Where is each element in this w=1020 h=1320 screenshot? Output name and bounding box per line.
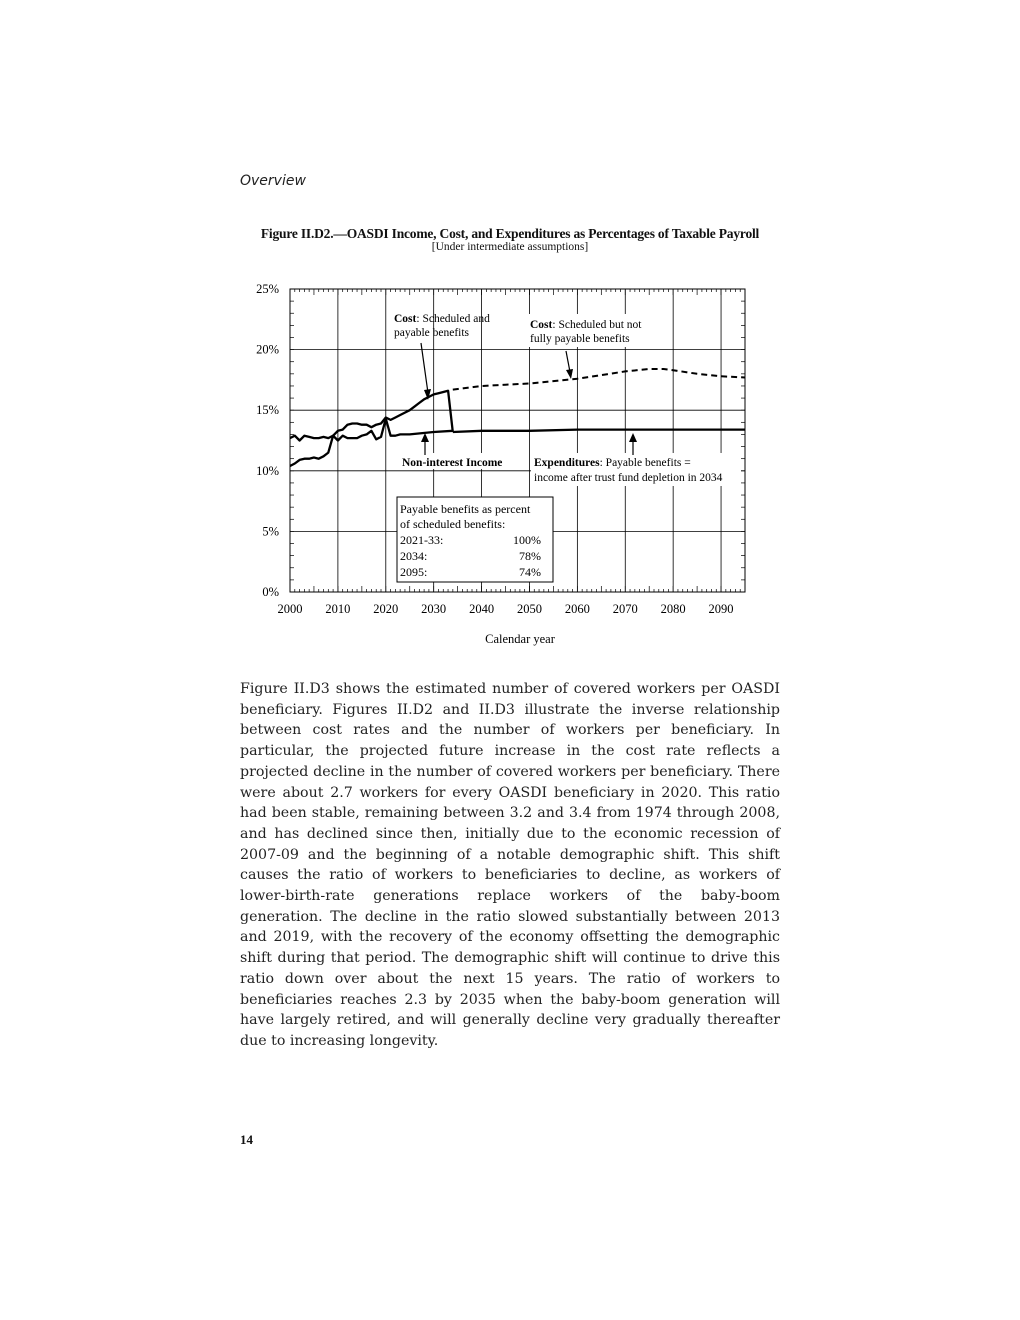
annotation-cost-payable-arrow [421,343,431,400]
annotation-cost-payable [394,313,490,339]
x-tick-label: 2030 [421,602,447,616]
page-number: 14 [240,1132,253,1147]
x-tick-label: 2080 [660,602,686,616]
annotation-cost-unfunded-arrow [566,351,573,379]
y-tick-label: 20% [256,342,279,357]
x-tick-label: 2050 [516,602,542,616]
series-line-3 [453,430,745,432]
svg-text:2095:: 2095: [400,565,428,579]
x-tick-label: 2020 [373,602,399,616]
chart-series [290,369,745,466]
x-axis-label: Calendar year [485,632,555,646]
y-tick-label: 0% [262,585,279,599]
x-tick-label: 2040 [469,602,495,616]
annotation-income [398,453,514,469]
x-tick-label: 2000 [277,602,303,616]
svg-text:2034:: 2034: [400,549,428,563]
svg-text:income after trust fund deplet: income after trust fund depletion in 2034 [534,472,723,484]
x-tick-label: 2070 [612,602,638,616]
svg-text:78%: 78% [519,549,541,563]
y-tick-label: 25% [256,282,279,296]
y-tick-label: 10% [256,463,279,478]
svg-text:payable benefits: payable benefits [394,327,470,339]
annotation-cost-unfunded [528,314,662,347]
x-tick-label: 2010 [325,602,351,616]
annotation-income-arrow [421,433,429,455]
y-tick-label: 5% [262,524,279,539]
series-line-1 [453,369,745,390]
svg-text:Non-interest Income: Non-interest Income [402,457,503,469]
annotation-expenditures-arrow [629,433,637,455]
svg-text:100%: 100% [513,533,541,547]
y-tick-label: 15% [256,403,279,418]
svg-text:74%: 74% [519,565,541,579]
svg-text:of scheduled benefits:: of scheduled benefits: [400,517,506,531]
running-header: Overview [240,173,306,189]
series-line-2 [290,419,453,441]
x-tick-label: 2090 [708,602,734,616]
svg-text:fully payable benefits: fully payable benefits [530,333,630,345]
svg-text:2021-33:: 2021-33: [400,533,444,547]
payable-benefits-inset [397,497,553,582]
x-tick-label: 2060 [564,602,590,616]
figure-subtitle: [Under intermediate assumptions] [431,241,589,253]
figure-title: Figure II.D2.—OASDI Income, Cost, and Expenditures as Percentages of Taxable Payroll [260,226,760,241]
annotation-expenditures [531,453,741,486]
svg-text:Cost: Scheduled but not: Cost: Scheduled but not [530,319,642,331]
svg-text:Expenditures: Payable benefits: Expenditures: Payable benefits = [534,457,691,469]
svg-text:Cost: Scheduled and: Cost: Scheduled and [394,313,490,325]
svg-text:Payable benefits as percent: Payable benefits as percent [400,502,531,516]
body-paragraph: Figure II.D3 shows the estimated number of covered workers per OASDI beneficiary. Figures II.D2 and II.D3 illustrate the inverse relationship between cost rates and the number of workers per beneficiary. In particular, the projected future increase in the cost rate reflects a projected decline in the number of covered workers per beneficiary. There were about 2.7 workers for every OASDI beneficiary in 2020. This ratio had been stable, remaining between 3.2 and 3.4 from 1974 through 2008, and has declined since then, initially due to the economic recession of 2007-09 and the beginning of a notable demographic shift. This shift causes the ratio of workers to beneficiaries to decline, as workers of lower-birth-rate generations replace workers of the baby-boom generation. The decline in the ratio slowed substantially between 2013 and 2019, with the recovery of the economy offsetting the demographic shift during that period. The demographic shift will continue to drive this ratio down over about the next 15 years. The ratio of workers to beneficiaries reaches 2.3 by 2035 when the baby-boom generation will have largely retired, and will generally decline very gradually thereafter due to increasing longevity. [240,681,780,1049]
